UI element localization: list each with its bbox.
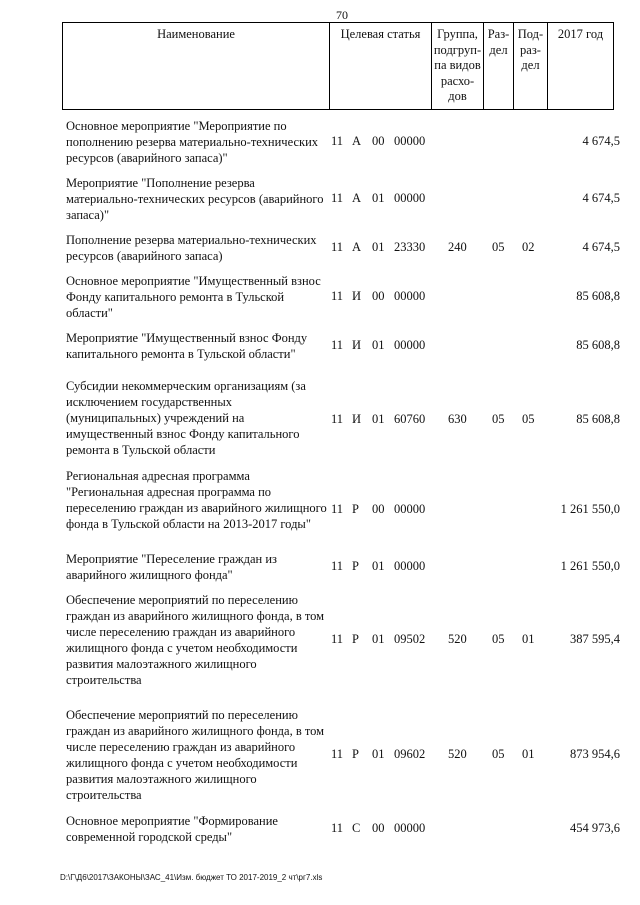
cell-amount: 85 608,8 <box>576 412 620 426</box>
code-program: 11 <box>331 412 344 426</box>
cell-razdel: 05 <box>492 412 505 426</box>
header-podrazdel: Под- раз- дел <box>513 23 547 109</box>
cell-amount: 4 674,5 <box>582 240 620 254</box>
cell-amount: 873 954,6 <box>570 747 620 761</box>
table-header <box>62 22 614 110</box>
cell-podrazdel: 05 <box>522 412 535 426</box>
row-name: Основное мероприятие "Имущественный взнос Фонду капитального ремонта в Тульской области" <box>66 274 321 320</box>
code-direction: 09502 <box>394 632 426 646</box>
row-name: Мероприятие "Пополнение резерва материально-технических ресурсов (аварийного запаса)" <box>66 176 324 222</box>
code-program: 11 <box>331 502 344 516</box>
code-event: 00 <box>372 289 385 303</box>
code-subprogram: Р <box>352 747 359 761</box>
cell-amount: 85 608,8 <box>576 338 620 352</box>
code-direction: 00000 <box>394 502 426 516</box>
code-direction: 09602 <box>394 747 426 761</box>
file-path-footer: D:\Г\Д6\2017\ЗАКОНЫ\ЗАС_41\Изм. бюджет ТО 2017-2019_2 чт\рг7.xls <box>60 873 323 882</box>
code-subprogram: Р <box>352 502 359 516</box>
code-program: 11 <box>331 747 344 761</box>
cell-group: 240 <box>448 240 467 254</box>
cell-amount: 387 595,4 <box>570 632 620 646</box>
code-event: 00 <box>372 134 385 148</box>
code-direction: 00000 <box>394 338 426 352</box>
code-event: 01 <box>372 412 385 426</box>
row-name: Мероприятие "Переселение граждан из аварийного жилищного фонда" <box>66 552 277 582</box>
row-name: Пополнение резерва материально-технических ресурсов (аварийного запаса) <box>66 233 317 263</box>
code-subprogram: А <box>352 134 362 148</box>
header-razdel: Раз- дел <box>483 23 513 109</box>
row-name: Субсидии некоммерческим организациям (за исключением государственных (муниципальных) учреждений на имущественный взнос Фонду капитального ремонта в Тульской области <box>66 379 306 457</box>
cell-podrazdel: 01 <box>522 632 535 646</box>
header-group: Группа, подгруп- па видов расхо- дов <box>431 23 483 109</box>
row-name: Основное мероприятие "Формирование современной городской среды" <box>66 814 278 844</box>
code-program: 11 <box>331 134 344 148</box>
cell-group: 520 <box>448 632 467 646</box>
cell-amount: 454 973,6 <box>570 821 620 835</box>
cell-podrazdel: 02 <box>522 240 535 254</box>
code-event: 00 <box>372 821 385 835</box>
code-direction: 23330 <box>394 240 426 254</box>
code-program: 11 <box>331 632 344 646</box>
cell-amount: 1 261 550,0 <box>560 559 620 573</box>
code-subprogram: С <box>352 821 361 835</box>
header-year: 2017 год <box>547 23 613 109</box>
code-subprogram: Р <box>352 559 359 573</box>
page-number: 70 <box>336 8 348 22</box>
header-name: Наименование <box>157 27 235 41</box>
code-program: 11 <box>331 821 344 835</box>
code-subprogram: И <box>352 412 362 426</box>
code-direction: 00000 <box>394 559 426 573</box>
code-event: 01 <box>372 747 385 761</box>
code-direction: 00000 <box>394 289 426 303</box>
row-name: Региональная адресная программа "Региональная адресная программа по переселению граждан из аварийного жилищного фонда в Тульской области на 2013-2017 годы" <box>66 469 327 531</box>
cell-amount: 1 261 550,0 <box>560 502 620 516</box>
cell-amount: 85 608,8 <box>576 289 620 303</box>
code-direction: 00000 <box>394 191 426 205</box>
code-direction: 60760 <box>394 412 426 426</box>
code-program: 11 <box>331 289 344 303</box>
code-program: 11 <box>331 240 344 254</box>
code-program: 11 <box>331 559 344 573</box>
code-subprogram: И <box>352 289 362 303</box>
code-subprogram: А <box>352 240 362 254</box>
row-name: Обеспечение мероприятий по переселению граждан из аварийного жилищного фонда, в том числе переселению граждан из аварийного жилищного фонда с учетом необходимости развития малоэтажного жилищного строительства <box>66 708 325 802</box>
cell-razdel: 05 <box>492 632 505 646</box>
code-event: 01 <box>372 632 385 646</box>
code-direction: 00000 <box>394 821 426 835</box>
code-event: 01 <box>372 191 385 205</box>
code-subprogram: Р <box>352 632 359 646</box>
row-name: Обеспечение мероприятий по переселению граждан из аварийного жилищного фонда, в том числе переселению граждан из аварийного жилищного фонда с учетом необходимости развития малоэтажного жилищного строительства <box>66 593 325 687</box>
row-name: Основное мероприятие "Мероприятие по пополнению резерва материально-технических ресурсов (аварийного запаса)" <box>66 119 319 165</box>
cell-razdel: 05 <box>492 240 505 254</box>
code-event: 00 <box>372 502 385 516</box>
code-program: 11 <box>331 191 344 205</box>
cell-amount: 4 674,5 <box>582 191 620 205</box>
cell-group: 520 <box>448 747 467 761</box>
cell-podrazdel: 01 <box>522 747 535 761</box>
code-direction: 00000 <box>394 134 426 148</box>
code-subprogram: А <box>352 191 362 205</box>
code-subprogram: И <box>352 338 362 352</box>
code-event: 01 <box>372 559 385 573</box>
code-event: 01 <box>372 240 385 254</box>
header-target: Целевая статья <box>329 23 431 109</box>
cell-amount: 4 674,5 <box>582 134 620 148</box>
row-name: Мероприятие "Имущественный взнос Фонду капитального ремонта в Тульской области" <box>66 331 308 361</box>
cell-group: 630 <box>448 412 467 426</box>
cell-razdel: 05 <box>492 747 505 761</box>
code-program: 11 <box>331 338 344 352</box>
code-event: 01 <box>372 338 385 352</box>
